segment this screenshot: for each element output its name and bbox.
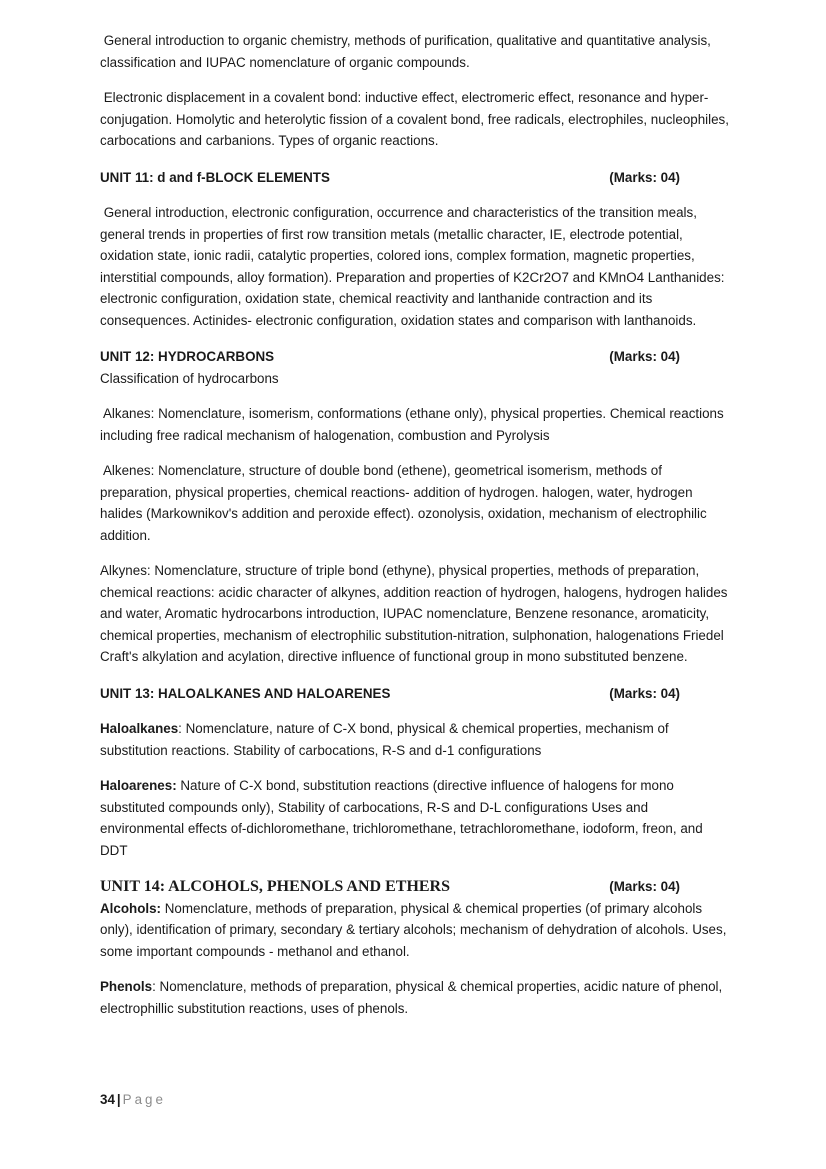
unit-11-title: UNIT 11: d and f-BLOCK ELEMENTS <box>100 169 330 185</box>
unit-13-heading <box>100 683 680 705</box>
unit-12-alkenes: Alkenes: Nomenclature, structure of double bond (ethene), geometrical isomerism, methods of preparation, physical properties, chemical reactions- addition of hydrogen. halogen, water, hydrogen halides (Markownikov's addition and peroxide effect). ozonolysis, oxidation, mechanism of electrophilic addition. <box>100 463 707 543</box>
unit-12-classification: Classification of hydrocarbons <box>100 370 279 386</box>
phenols-text: : Nomenclature, methods of preparation, physical & chemical properties, acidic nature of phenol, electrophillic substitution reactions, uses of phenols. <box>100 979 723 1016</box>
page-footer <box>100 1092 166 1107</box>
unit-12-title: UNIT 12: HYDROCARBONS <box>100 349 275 364</box>
document-page <box>100 30 730 1019</box>
unit-11-paragraph: General introduction, electronic configuration, occurrence and characteristics of the transition meals, general trends in properties of first row transition metals (metallic character, IE, electrode potential, oxidation state, ionic radii, catalytic properties, colored ions, complex formation, magnetic properties, interstitial compounds, alloy formation). Preparation and properties of K2Cr2O7 and KMnO4 Lanthanides: electronic configuration, oxidation state, chemical reactivity and lanthanide contraction and its consequences. Actinides- electronic configuration, oxidation states and comparison with lanthanoids. <box>100 205 725 328</box>
intro-paragraph-2: Electronic displacement in a covalent bond: inductive effect, electromeric effect, resonance and hyper-conjugation. Homolytic and heterolytic fission of a covalent bond, free radicals, electrophiles, nucleophiles, carbocations and carbanions. Types of organic reactions. <box>100 90 729 148</box>
unit-13-marks: (Marks: 04) <box>609 685 680 701</box>
haloarenes-text: Nature of C-X bond, substitution reactions (directive influence of halogens for mono substituted compounds only), Stability of carbocations, R-S and D-L configurations Uses and environmental effects of-dichloromethane, trichloromethane, tetrachloromethane, iodoform, freon, and DDT <box>100 778 703 858</box>
unit-12-alkynes: Alkynes: Nomenclature, structure of triple bond (ethyne), physical properties, methods of preparation, chemical reactions: acidic character of alkynes, addition reaction of hydrogen, halogens, hydrogen halides and water, Aromatic hydrocarbons introduction, IUPAC nomenclature, Benzene resonance, aromaticity, chemical properties, mechanism of electrophilic substitution-nitration, sulphonation, halogenations Friedel Craft's alkylation and acylation, directive influence of functional group in mono substituted benzene. <box>100 563 728 664</box>
unit-13-haloalkanes <box>100 718 730 761</box>
unit-12-marks: (Marks: 04) <box>609 349 680 364</box>
page-separator: | <box>116 1092 121 1107</box>
intro-paragraph-1: General introduction to organic chemistry, methods of purification, qualitative and quantitative analysis, classification and IUPAC nomenclature of organic compounds. <box>100 33 711 70</box>
alcohols-text: Nomenclature, methods of preparation, physical & chemical properties (of primary alcohols only), identification of primary, secondary & tertiary alcohols; mechanism of dehydration of alcohols. Uses, some important compounds - methanol and ethanol. <box>100 900 727 959</box>
unit-14-marks: (Marks: 04) <box>609 879 680 894</box>
page-number: 34 <box>100 1092 115 1107</box>
unit-11-marks: (Marks: 04) <box>609 169 680 185</box>
haloalkanes-label: Haloalkanes <box>100 721 179 736</box>
unit-11-heading <box>100 167 680 189</box>
unit-12-alkanes: Alkanes: Nomenclature, isomerism, conformations (ethane only), physical properties. Chemical reactions including free radical mechanism of halogenation, combustion and Pyrolysis <box>100 406 724 443</box>
alcohols-label: Alcohols: <box>100 900 162 916</box>
unit-14-phenols <box>100 976 730 1019</box>
unit-14-alcohols <box>100 898 730 963</box>
haloarenes-label: Haloarenes: <box>100 778 177 793</box>
unit-13-title: UNIT 13: HALOALKANES AND HALOARENES <box>100 685 391 701</box>
unit-13-haloarenes <box>100 775 730 861</box>
unit-12-heading <box>100 346 680 368</box>
phenols-label: Phenols <box>100 979 153 994</box>
unit-14-heading <box>100 876 680 898</box>
unit-14-title: UNIT 14: ALCOHOLS, PHENOLS AND ETHERS <box>100 878 451 895</box>
page-label: Page <box>122 1092 166 1107</box>
haloalkanes-text: : Nomenclature, nature of C-X bond, physical & chemical properties, mechanism of substitution reactions. Stability of carbocations, R-S and d-1 configurations <box>100 721 669 758</box>
